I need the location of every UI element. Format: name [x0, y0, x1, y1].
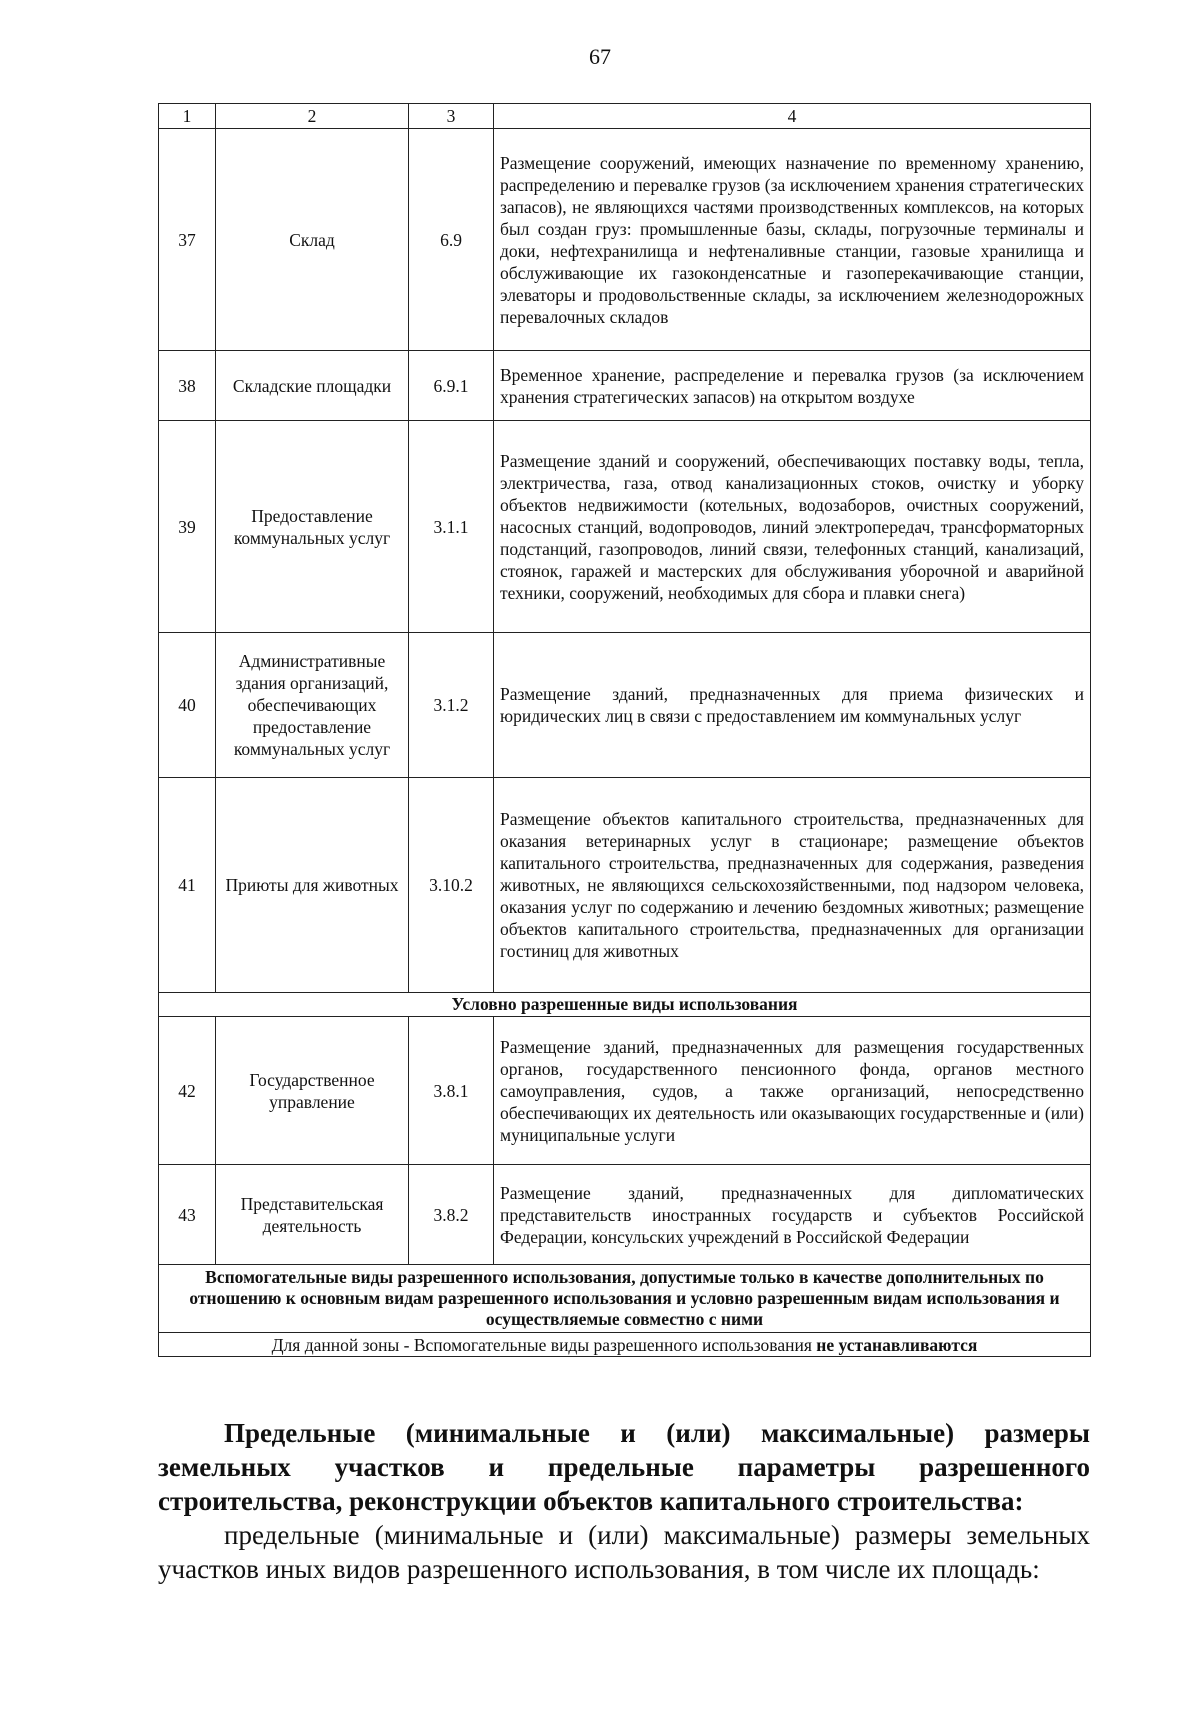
use-type-description: Размещение зданий, предназначенных для размещения государственных органов, государственного пенсионного фонда, органов местного самоуправления, судов, а также организаций, непосредственно обеспечивающих их деятельность или оказывающих государственные и (или) муниципальные услуги — [494, 1017, 1091, 1165]
use-type-code: 6.9.1 — [409, 351, 494, 421]
table-row-40 — [159, 633, 1091, 778]
use-type-name: Государственное управление — [216, 1017, 409, 1165]
limits-heading: Предельные (минимальные и (или) максимальные) размеры земельных участков и предельные параметры разрешенного строительства, реконструкции объектов капитального строительства: — [158, 1418, 1090, 1516]
auxiliary-note-emphasis: не устанавливаются — [816, 1334, 978, 1355]
table-row-42 — [159, 1017, 1091, 1165]
section-conditional-row — [159, 993, 1091, 1017]
use-type-code: 6.9 — [409, 129, 494, 351]
use-type-description: Размещение зданий, предназначенных для приема физических и юридических лиц в связи с предоставлением им коммунальных услуг — [494, 633, 1091, 778]
use-type-description: Временное хранение, распределение и перевалка грузов (за исключением хранения стратегических запасов) на открытом воздухе — [494, 351, 1091, 421]
table-row-43 — [159, 1165, 1091, 1265]
use-type-code: 3.8.1 — [409, 1017, 494, 1165]
use-type-name: Склад — [216, 129, 409, 351]
row-number: 42 — [159, 1017, 216, 1165]
row-number: 40 — [159, 633, 216, 778]
header-col-1: 1 — [159, 104, 216, 129]
limits-paragraph: предельные (минимальные и (или) максимальные) размеры земельных участков иных видов разрешенного использования, в том числе их площадь: — [158, 1520, 1090, 1584]
header-col-4: 4 — [494, 104, 1091, 129]
auxiliary-note — [159, 1333, 1091, 1357]
auxiliary-note-prefix: Для данной зоны - Вспомогательные виды разрешенного использования — [271, 1334, 817, 1355]
auxiliary-note-row — [159, 1333, 1091, 1357]
row-number: 37 — [159, 129, 216, 351]
use-type-code: 3.10.2 — [409, 778, 494, 993]
row-number: 41 — [159, 778, 216, 993]
use-type-description: Размещение объектов капитального строительства, предназначенных для оказания ветеринарных услуг в стационаре; размещение объектов капитального строительства, предназначенных для содержания, разведения животных, не являющихся сельскохозяйственными, под надзором человека, оказания услуг по содержанию и лечению бездомных животных; размещение объектов капитального строительства, предназначенных для организации гостиниц для животных — [494, 778, 1091, 993]
use-type-name: Приюты для животных — [216, 778, 409, 993]
use-type-description: Размещение зданий, предназначенных для дипломатических представительств иностранных государств и субъектов Российской Федерации, консульских учреждений в Российской Федерации — [494, 1165, 1091, 1265]
use-type-code: 3.1.2 — [409, 633, 494, 778]
table-header-row — [159, 104, 1091, 129]
table-row-38 — [159, 351, 1091, 421]
row-number: 38 — [159, 351, 216, 421]
header-col-3: 3 — [409, 104, 494, 129]
use-type-description: Размещение зданий и сооружений, обеспечивающих поставку воды, тепла, электричества, газа, отвод канализационных стоков, очистку и уборку объектов недвижимости (котельных, водозаборов, очистных сооружений, насосных станций, водопроводов, линий электропередач, трансформаторных подстанций, газопроводов, линий связи, телефонных станций, канализаций, стоянок, гаражей и мастерских для обслуживания уборочной и аварийной техники, сооружений, необходимых для сбора и плавки снега) — [494, 421, 1091, 633]
use-type-code: 3.1.1 — [409, 421, 494, 633]
table-row-37 — [159, 129, 1091, 351]
row-number: 39 — [159, 421, 216, 633]
section-auxiliary-title: Вспомогательные виды разрешенного использования, допустимые только в качестве дополнительных по отношению к основным видам разрешенного использования и условно разрешенным видам использования и осуществляемые совместно с ними — [159, 1265, 1091, 1333]
use-type-description: Размещение сооружений, имеющих назначение по временному хранению, распределению и перевалке грузов (за исключением хранения стратегических запасов), не являющихся частями производственных комплексов, на которых был создан груз: промышленные базы, склады, погрузочные терминалы и доки, нефтехранилища и нефтеналивные станции, газовые хранилища и обслуживающие их газоконденсатные и газоперекачивающие станции, элеваторы и продовольственные склады, за исключением железнодорожных перевалочных складов — [494, 129, 1091, 351]
use-type-name: Административные здания организаций, обеспечивающих предоставление коммунальных услуг — [216, 633, 409, 778]
use-type-name: Представительская деятельность — [216, 1165, 409, 1265]
table-row-41 — [159, 778, 1091, 993]
limits-section — [158, 1416, 1090, 1586]
header-col-2: 2 — [216, 104, 409, 129]
page-number: 67 — [589, 44, 611, 69]
section-conditional-title: Условно разрешенные виды использования — [159, 993, 1091, 1017]
table-row-39 — [159, 421, 1091, 633]
row-number: 43 — [159, 1165, 216, 1265]
use-type-name: Складские площадки — [216, 351, 409, 421]
section-auxiliary-row — [159, 1265, 1091, 1333]
use-type-name: Предоставление коммунальных услуг — [216, 421, 409, 633]
land-use-table — [158, 103, 1091, 1357]
use-type-code: 3.8.2 — [409, 1165, 494, 1265]
